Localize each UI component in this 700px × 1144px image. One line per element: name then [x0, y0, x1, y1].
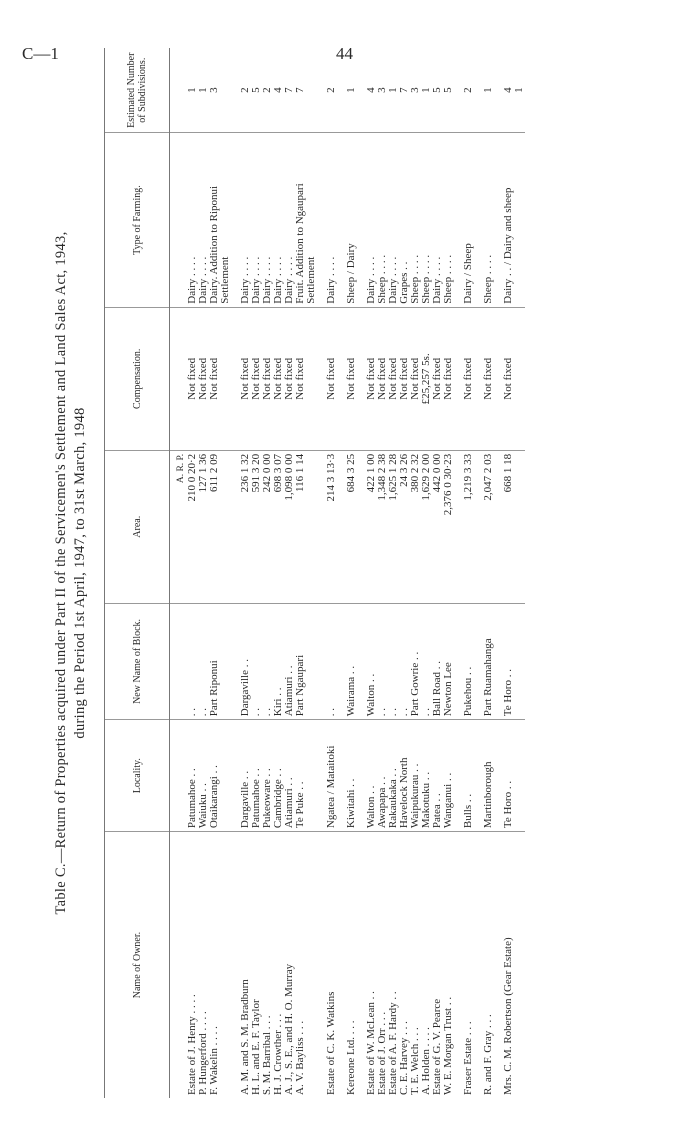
header-block: New Name of Block.: [105, 603, 170, 720]
cell-block: Kiri . .: [273, 603, 284, 720]
cell-area: [514, 450, 525, 603]
cell-type: Sheep . . . .: [474, 133, 494, 307]
cell-locality: Otaikarangi . .: [209, 720, 231, 832]
cell-owner: H. L. and E. F. Taylor: [250, 999, 262, 1095]
table-row: [251, 48, 262, 1098]
cell-block: . .: [399, 603, 410, 720]
cell-compensation: Not fixed: [209, 307, 231, 450]
cell-area: 2,047 2 03: [474, 450, 494, 603]
table-row: [295, 48, 317, 1098]
cell-owner: H. J. Crowther . . .: [272, 1013, 284, 1095]
table-row: [337, 48, 357, 1098]
cell-compensation: Not fixed: [231, 307, 251, 450]
cell-locality: Waiuku . .: [198, 720, 209, 832]
cell-compensation: Not fixed: [187, 307, 198, 450]
cell-locality: Patumahoe . .: [251, 720, 262, 832]
cell-type: Dairy. Addition to Riponui Settlement: [209, 133, 231, 307]
cell-subdivisions: 1: [388, 48, 399, 133]
cell-owner: Estate of C. K. Watkins: [325, 991, 337, 1095]
cell-subdivisions: 7: [295, 48, 317, 133]
cell-block: . .: [187, 603, 198, 720]
table-body: [170, 48, 526, 1098]
cell-type: Dairy . . / Dairy and sheep: [494, 133, 514, 307]
area-units-row: [170, 48, 188, 1098]
cell-area: 1,629 2 00: [421, 450, 432, 603]
cell-block: Te Horo . .: [494, 603, 514, 720]
cell-compensation: Not fixed: [357, 307, 377, 450]
cell-locality: Patumahoe . .: [187, 720, 198, 832]
cell-owner: W. E. Morgan Trust . .: [442, 996, 454, 1095]
cell-locality: Pukeoware . .: [262, 720, 273, 832]
table-row: [443, 48, 454, 1098]
table-row: [231, 48, 251, 1098]
header-subdivisions: Estimated Number of Subdivisions.: [105, 48, 170, 133]
cell-locality: Patea . .: [432, 720, 443, 832]
cell-locality: Dargaville . .: [231, 720, 251, 832]
units-spacer: [170, 48, 188, 133]
cell-area: 380 2 32: [410, 450, 421, 603]
cell-locality: Rakaukaka . .: [388, 720, 399, 832]
cell-compensation: Not fixed: [251, 307, 262, 450]
title-line-2: during the Period 1st April, 1947, to 31st March, 1948: [72, 407, 88, 739]
cell-subdivisions: 5: [432, 48, 443, 133]
cell-block: Pukehou . .: [454, 603, 474, 720]
header-owner: Name of Owner.: [105, 832, 170, 1098]
table-title: [52, 48, 90, 1098]
cell-locality: Makotuku . .: [421, 720, 432, 832]
cell-type: Dairy . . . .: [251, 133, 262, 307]
cell-locality: Kiwitahi . .: [337, 720, 357, 832]
cell-subdivisions: 3: [410, 48, 421, 133]
cell-type: Sheep / Dairy: [337, 133, 357, 307]
area-units: A. R. P.: [170, 450, 188, 603]
cell-block: Ball Road . .: [432, 603, 443, 720]
table-row: [317, 48, 337, 1098]
cell-type: Dairy . . . .: [273, 133, 284, 307]
cell-block: Atiamuri . .: [284, 603, 295, 720]
section-code: C—1: [22, 44, 59, 63]
cell-block: Part Riponui: [209, 603, 231, 720]
cell-owner: S. M. Barribal . . .: [261, 1015, 273, 1095]
cell-compensation: Not fixed: [284, 307, 295, 450]
cell-subdivisions: 4: [494, 48, 514, 133]
header-locality: Locality.: [105, 720, 170, 832]
cell-subdivisions: 7: [284, 48, 295, 133]
cell-block: Part Ngaupari: [295, 603, 317, 720]
cell-locality: Ngatea / Mataitoki: [317, 720, 337, 832]
cell-subdivisions: 1: [474, 48, 494, 133]
header-compensation: Compensation.: [105, 307, 170, 450]
cell-subdivisions: 3: [209, 48, 231, 133]
cell-area: 242 0 00: [262, 450, 273, 603]
cell-block: . .: [388, 603, 399, 720]
cell-type: Dairy . . . .: [262, 133, 273, 307]
cell-area: 668 1 18: [494, 450, 514, 603]
cell-locality: Te Horo . .: [494, 720, 514, 832]
cell-owner: [514, 832, 525, 1098]
cell-owner: Estate of A. F. Hardy . .: [387, 991, 399, 1095]
table-header-row: [105, 48, 170, 1098]
cell-owner: C. E. Harvey . . .: [398, 1021, 410, 1095]
cell-area: 1,625 1 28: [388, 450, 399, 603]
cell-area: 591 3 20: [251, 450, 262, 603]
header-type: Type of Farming.: [105, 133, 170, 307]
table-row: [410, 48, 421, 1098]
table-row: [421, 48, 432, 1098]
cell-compensation: Not fixed: [337, 307, 357, 450]
cell-subdivisions: 1: [514, 48, 525, 133]
cell-locality: Atiamuri . .: [284, 720, 295, 832]
cell-area: 684 3 25: [337, 450, 357, 603]
cell-compensation: Not fixed: [198, 307, 209, 450]
cell-locality: Te Puke . .: [295, 720, 317, 832]
cell-owner: P. Hungerford . . . .: [197, 1011, 209, 1095]
cell-type: [514, 133, 525, 307]
cell-subdivisions: 2: [231, 48, 251, 133]
cell-compensation: Not fixed: [273, 307, 284, 450]
table-row: [357, 48, 377, 1098]
header-area: [105, 450, 170, 603]
cell-compensation: Not fixed: [474, 307, 494, 450]
cell-block: Part Ruamahanga: [474, 603, 494, 720]
cell-owner: Fraser Estate . . .: [462, 1021, 474, 1095]
cell-subdivisions: 1: [198, 48, 209, 133]
cell-locality: Awapapa . .: [377, 720, 388, 832]
cell-type: Sheep . . . .: [421, 133, 432, 307]
cell-compensation: Not fixed: [494, 307, 514, 450]
table-row: [273, 48, 284, 1098]
cell-type: Grapes . .: [399, 133, 410, 307]
cell-compensation: [514, 307, 525, 450]
cell-type: Dairy . . . .: [388, 133, 399, 307]
cell-type: Dairy / Sheep: [454, 133, 474, 307]
cell-subdivisions: 1: [337, 48, 357, 133]
table-row: [454, 48, 474, 1098]
cell-owner: A. V. Bayliss . . .: [294, 1020, 306, 1095]
cell-subdivisions: 3: [377, 48, 388, 133]
table-row: [432, 48, 443, 1098]
cell-subdivisions: 2: [454, 48, 474, 133]
cell-block: [514, 603, 525, 720]
cell-owner: R. and F. Gray . . .: [482, 1014, 494, 1095]
cell-block: . .: [262, 603, 273, 720]
cell-block: Part Gowrie . .: [410, 603, 421, 720]
cell-owner: F. Wakelin . . . .: [208, 1026, 220, 1095]
cell-area: 127 1 36: [198, 450, 209, 603]
cell-subdivisions: 4: [273, 48, 284, 133]
title-line-1: Table C.—Return of Properties acquired under Part II of the Servicemen's Settlement and Land Sales Act, 1943,: [53, 231, 69, 915]
cell-area: 214 3 13·3: [317, 450, 337, 603]
units-spacer: [170, 307, 188, 450]
cell-subdivisions: 7: [399, 48, 410, 133]
cell-owner: Mrs. C. M. Robertson (Gear Estate): [502, 937, 514, 1095]
cell-block: Newton Lee: [443, 603, 454, 720]
cell-subdivisions: 4: [357, 48, 377, 133]
cell-subdivisions: 1: [421, 48, 432, 133]
cell-block: . .: [251, 603, 262, 720]
cell-area: 1,348 2 38: [377, 450, 388, 603]
cell-type: Dairy . . . .: [357, 133, 377, 307]
cell-owner: Estate of G. V. Pearce: [431, 998, 443, 1095]
cell-owner: Kereone Ltd. . . .: [345, 1020, 357, 1095]
table-row: [187, 48, 198, 1098]
page-number: 44: [336, 44, 353, 63]
cell-owner: Estate of J. Orr . . .: [376, 1011, 388, 1095]
cell-type: Dairy . . . .: [432, 133, 443, 307]
cell-compensation: Not fixed: [454, 307, 474, 450]
cell-compensation: £25,257 5s.: [421, 307, 432, 450]
cell-block: . .: [317, 603, 337, 720]
cell-area: 1,219 3 33: [454, 450, 474, 603]
cell-area: 422 1 00: [357, 450, 377, 603]
cell-area: 24 3 26: [399, 450, 410, 603]
table-row: [514, 48, 525, 1098]
cell-block: . .: [377, 603, 388, 720]
cell-area: 1,098 0 00: [284, 450, 295, 603]
cell-owner: Estate of J. Henry . . . .: [186, 994, 198, 1095]
cell-compensation: Not fixed: [432, 307, 443, 450]
cell-locality: Bulls . .: [454, 720, 474, 832]
cell-locality: Martinborough: [474, 720, 494, 832]
cell-type: Dairy . . . .: [231, 133, 251, 307]
cell-subdivisions: 5: [443, 48, 454, 133]
cell-compensation: Not fixed: [317, 307, 337, 450]
cell-subdivisions: 2: [317, 48, 337, 133]
cell-owner: A. M. and S. M. Bradburn: [239, 979, 251, 1095]
cell-type: Fruit. Addition to Ngaupari Settlement: [295, 133, 317, 307]
units-spacer: [170, 603, 188, 720]
cell-area: 210 0 20·2: [187, 450, 198, 603]
cell-compensation: Not fixed: [295, 307, 317, 450]
cell-owner: A. Holden . . . .: [420, 1027, 432, 1095]
cell-subdivisions: 1: [187, 48, 198, 133]
cell-type: Dairy . . . .: [284, 133, 295, 307]
cell-compensation: Not fixed: [410, 307, 421, 450]
units-spacer: [170, 133, 188, 307]
table-row: [377, 48, 388, 1098]
cell-owner: A. J., S. E., and H. O. Murray: [283, 963, 295, 1095]
cell-type: Dairy . . . .: [187, 133, 198, 307]
table-row: [209, 48, 231, 1098]
cell-compensation: Not fixed: [388, 307, 399, 450]
properties-table: [104, 48, 525, 1098]
cell-locality: Walton . .: [357, 720, 377, 832]
cell-compensation: Not fixed: [443, 307, 454, 450]
cell-type: Sheep . . . .: [377, 133, 388, 307]
cell-compensation: Not fixed: [262, 307, 273, 450]
cell-block: Walton . .: [357, 603, 377, 720]
cell-subdivisions: 2: [262, 48, 273, 133]
cell-subdivisions: 5: [251, 48, 262, 133]
cell-block: Wairama . .: [337, 603, 357, 720]
cell-area: 236 1 32: [231, 450, 251, 603]
cell-locality: Cambridge . .: [273, 720, 284, 832]
cell-area: 442 0 00: [432, 450, 443, 603]
cell-block: . .: [198, 603, 209, 720]
cell-area: 2,376 0 30·23: [443, 450, 454, 603]
units-spacer: [170, 720, 188, 832]
rotated-table-page: [52, 48, 672, 1098]
cell-type: Dairy . . . .: [317, 133, 337, 307]
cell-type: Sheep . . . .: [410, 133, 421, 307]
cell-locality: [514, 720, 525, 832]
cell-type: Dairy . . . .: [198, 133, 209, 307]
cell-locality: Havelock North: [399, 720, 410, 832]
table-row: [494, 48, 514, 1098]
table-row: [399, 48, 410, 1098]
cell-owner: T. E. Welch . . .: [409, 1027, 421, 1095]
cell-type: Sheep . . . .: [443, 133, 454, 307]
cell-area: 116 1 14: [295, 450, 317, 603]
cell-block: . .: [421, 603, 432, 720]
cell-owner: Estate of W. McLean . .: [365, 991, 377, 1095]
cell-locality: Wanganui . .: [443, 720, 454, 832]
header-area-label: Area.: [131, 515, 143, 538]
cell-compensation: Not fixed: [399, 307, 410, 450]
cell-block: Dargaville . .: [231, 603, 251, 720]
cell-area: 698 3 07: [273, 450, 284, 603]
units-spacer: [170, 832, 188, 1098]
table-row: [388, 48, 399, 1098]
cell-compensation: Not fixed: [377, 307, 388, 450]
table-row: [262, 48, 273, 1098]
cell-area: 611 2 09: [209, 450, 231, 603]
cell-locality: Waipukurau . .: [410, 720, 421, 832]
table-row: [474, 48, 494, 1098]
